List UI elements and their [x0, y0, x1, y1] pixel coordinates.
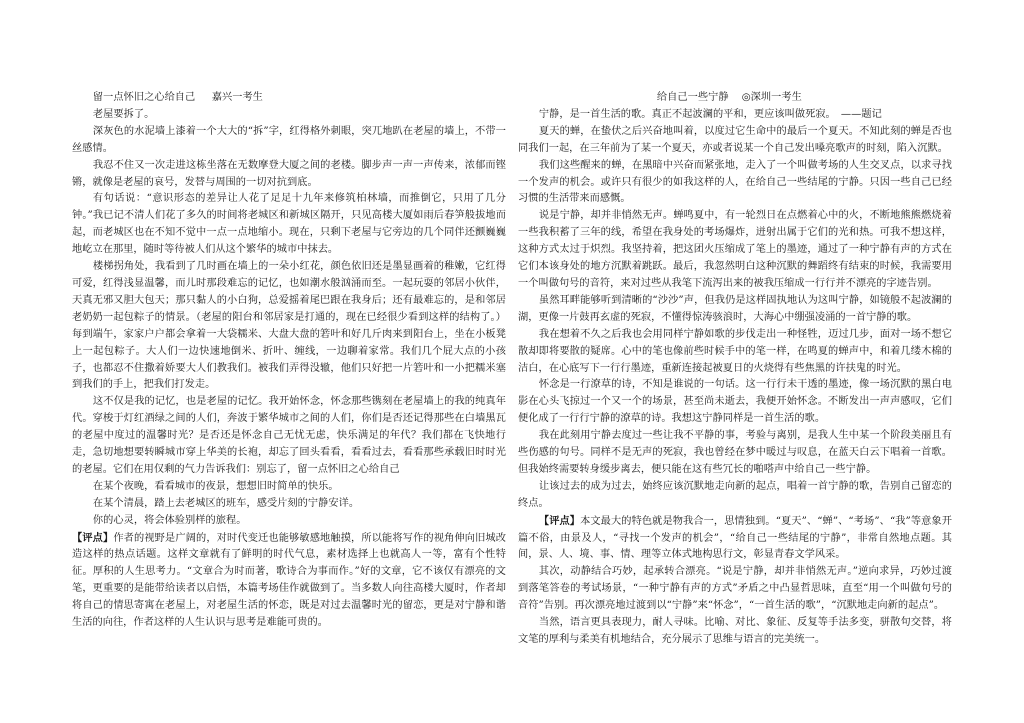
left-author: 嘉兴一考生 — [211, 92, 263, 103]
comment-label: 【评点】 — [72, 531, 114, 544]
right-author: ◎深圳一考生 — [741, 92, 802, 103]
left-comment — [72, 530, 506, 632]
right-paragraph: 让该过去的成为过去，始终应该沉默地走向新的起点，唱着一首宁静的歌，告别自己留恋的终点。 — [518, 480, 952, 509]
right-paragraph: 夏天的蝉，在蛰伏之后兴奋地叫着，以度过它生命中的最后一个夏天。不知此刻的蝉是否也同我们一起，在三年前为了某一个夏天，亦或者说某一个自己发出嗓亮歌声的时刻，陷入沉默。 — [518, 125, 952, 154]
left-paragraph: 深灰色的水泥墙上漆着一个大大的“拆”字，红得格外刺眼，突兀地趴在老屋的墙上，不带一丝感情。 — [72, 125, 506, 154]
right-paragraph: 虽然耳畔能够听到清晰的“沙沙”声，但我仍是这样固执地认为这叫宁静，如镜般不起波澜的湖，更像一片鼓再玄虚的死寂，不懂得惊涛骇浪时，大海心中绷强凌涌的一首宁静的歌。 — [518, 294, 952, 323]
left-paragraph: 在某个清晨，踏上去老城区的班车，感受片刻的宁静安详。 — [92, 497, 360, 509]
left-title: 留一点怀旧之心给自己 — [92, 92, 196, 103]
left-paragraph: 在某个夜晚，看看城市的夜景，想想旧时简单的快乐。 — [92, 480, 339, 492]
left-paragraph: 这不仅是我的记忆，也是老屋的记忆。我开始怀念，怀念那些镌刻在老屋墙上的我的纯真年代。穿梭于灯红酒绿之间的人们，奔波于繁华城市之间的人们，你们是否还记得那些在白墙黑瓦的老屋中度过的温馨时光？是否还是怀念自己无忧无虑，快乐满足的年代？我们都在飞快地行走，急切地想要转瞬城市穿上华美的长袍，却忘了回头看看，看看过去，看看那些承载旧时时光的老屋。它们在用仅剩的气力告诉我们：别忘了，留一点怀旧之心给自己 — [72, 396, 506, 475]
left-paragraph: 老屋要拆了。 — [92, 108, 155, 120]
left-paragraph: 你的心灵，将会体验别样的旅程。 — [92, 514, 247, 526]
left-paragraph: 楼梯拐角处，我看到了几时画在墙上的一朵小红花，颜色依旧还是墨显画着的稚嫩，它红得可爱，红得浅显温馨，而儿时那段难忘的记忆，也如潮水般汹涌而至。一起玩耍的邻居小伙伴，天真无邪又胆大包天；那只黏人的小白狗，总爱摇着尾巴跟在我身后；还有最难忘的，是和邻居老奶奶一起包粽子的情景。（老屋的阳台和邻居家是打通的，现在已经很少看到这样的结构了。）每到端午，家家户户都会拿着一大袋糯米、大盘大盘的箬叶和好几斤肉来到阳台上，坐在小板凳上一起包粽子。大人们一边快速地倒米、折叶、缠线，一边聊着家常。我们几个屁大点的小孩子，也都忍不住撒着娇要大人们教我们。被我们弄得没辙，他们只好把一片箬叶和一小把糯米塞到我们的手上，把我们打发走。 — [72, 261, 506, 391]
comment-text: 本文最大的特色就是物我合一，思情独到。“夏天”、“蝉”、“考场”、“我”等意象开篇不俗，由景及人，“寻找一个发声的机会”，“给自己一些结尾的宁静”，非常自然地点题。其间，景、人、境、事、情、理等立体式地构思行文，彰显青春文学风采。 — [518, 515, 952, 561]
right-paragraph: 说是宁静，却并非悄然无声。蝉鸣夏中，有一轮烈日在点燃着心中的火，不断地熊熊燃烧着一些我积蓄了三年的线，希望在我身处的考场爆炸，迸射出属于它们的光和热。可我不想这样，这种方式太过于炽烈。我坚持着，把这团火压缩成了笔上的墨迹，通过了一种宁静有声的方式在它们本该身处的地方沉默着跳跃。最后，我忽然明白这种沉默的舞蹈终有结束的时候，我需要用一个叫做句号的音符，来对过些从我笔下流泻出来的被我压缩成一行行并不漂亮的字迹告别。 — [518, 210, 952, 289]
right-title: 给自己一些宁静 — [656, 92, 729, 103]
right-paragraph: 我在想着不久之后我也会用同样宁静如歌的步伐走出一种怪牲，迈过几步，面对一场不想它散却即将要散的疑席。心中的笔也像前些时候手中的笔一样，在鸣夏的蝉声中，和着几缕木棉的洁白，在心底写下一行行墨迹，重新连接起被夏日的火烧得有些焦黑的许扶鬼的时光。 — [518, 328, 952, 374]
right-comment: 当然，语言更具表现力，耐人寻味。比喻、对比、象征、反复等手法多变，骈散句交替，将文笔的厚利与柔美有机地结合，充分展示了思维与语言的完美统一。 — [518, 617, 952, 645]
left-paragraph: 有句话说：“意识形态的差异让人花了足足十九年来修筑柏林墙，而推倒它，只用了几分钟。”我已记不清人们花了多久的时间将老城区和新城区隔开，只见高楼大厦如雨后春笋般拔地而起，而老城区也在不知不觉中一点一点地缩小。现在，只剩下老屋与它旁边的几个同伴还颤巍巍地屹立在那里，随时等待被人们从这个繁华的城市中抹去。 — [72, 193, 506, 256]
right-paragraph: 宁静，是一首生活的歌。真正不起波澜的平和，更应该叫做死寂。 ——题记 — [538, 108, 882, 120]
right-comment — [518, 513, 952, 565]
right-heading — [518, 90, 952, 107]
left-paragraph: 我忍不住又一次走进这栋坐落在无数摩登大厦之间的老楼。脚步声一声一声传来，浓郁而铿锵，就像是老屋的哀号，发替与周围的一切对抗到底。 — [72, 159, 506, 188]
left-article — [72, 90, 506, 632]
comment-text: 作者的视野是广阔的，对时代变迁也能够敏感地触摸，所以能将写作的视角伸向旧城改造这样的热点话题。这样文章就有了鲜明的时代气息，素材选择上也就高人一等，富有个性特征。厚积的人生思考力。“文章合为时而著，歌诗合为事而作。”好的文章，它不该仅有漂亮的文笔，更重要的是能带给读者以启悟，本篇考场佳作就做到了。当多数人向往高楼大厦时，作者却将自己的情思寄寓在老屋上，对老屋生活的怀恋，既是对过去温馨时光的留恋，更是对宁静和谐生活的向往，作者这样的人生认识与思考是难能可贵的。 — [72, 532, 506, 629]
left-heading — [72, 90, 506, 107]
right-paragraph: 怀念是一行潦草的诗，不知是谁说的一句话。这一行行未干透的墨迹，像一场沉默的黑白电影在心头飞掠过一个又一个的场景，甚至尚未逝去，我便开始怀念。不断发出一声声感叹，它们便化成了一行行宁静的潦草的诗。我想这宁静同样是一首生活的歌。 — [518, 379, 952, 425]
right-paragraph: 我们这些醒来的蝉，在黑暗中兴奋而紧张地，走入了一个叫做考场的人生交叉点，以求寻找一个发声的机会。或许只有很少的如我这样的人，在给自己一些结尾的宁静。只因一些自己已经习惯的生活带来而感慨。 — [518, 159, 952, 205]
comment-label: 【评点】 — [538, 514, 581, 527]
right-article — [518, 90, 952, 649]
right-comment: 其次，动静结合巧妙，起承转合漂亮。“说是宁静，却并非悄然无声。”逆向求异，巧妙过渡到落笔答卷的考试场景，“一种宁静有声的方式”矛盾之中凸显哲思味，直至“用一个叫做句号的音符”告别。再次漂亮地过渡到以“宁静”来“怀念”，“一首生活的歌”，“沉默地走向新的起点”。 — [518, 566, 952, 612]
right-paragraph: 我在此刻用宁静去度过一些让我不平静的事，考验与离别，是我人生中某一个阶段美丽且有些伤感的句号。同样不是无声的死寂，我也曾经在梦中暖过与叹息，在蓝天白云下唱着一首歌。但我始终需要转身缓步离去，便只能在这有些冗长的啪嗒声中给自己一些宁静。 — [518, 430, 952, 475]
